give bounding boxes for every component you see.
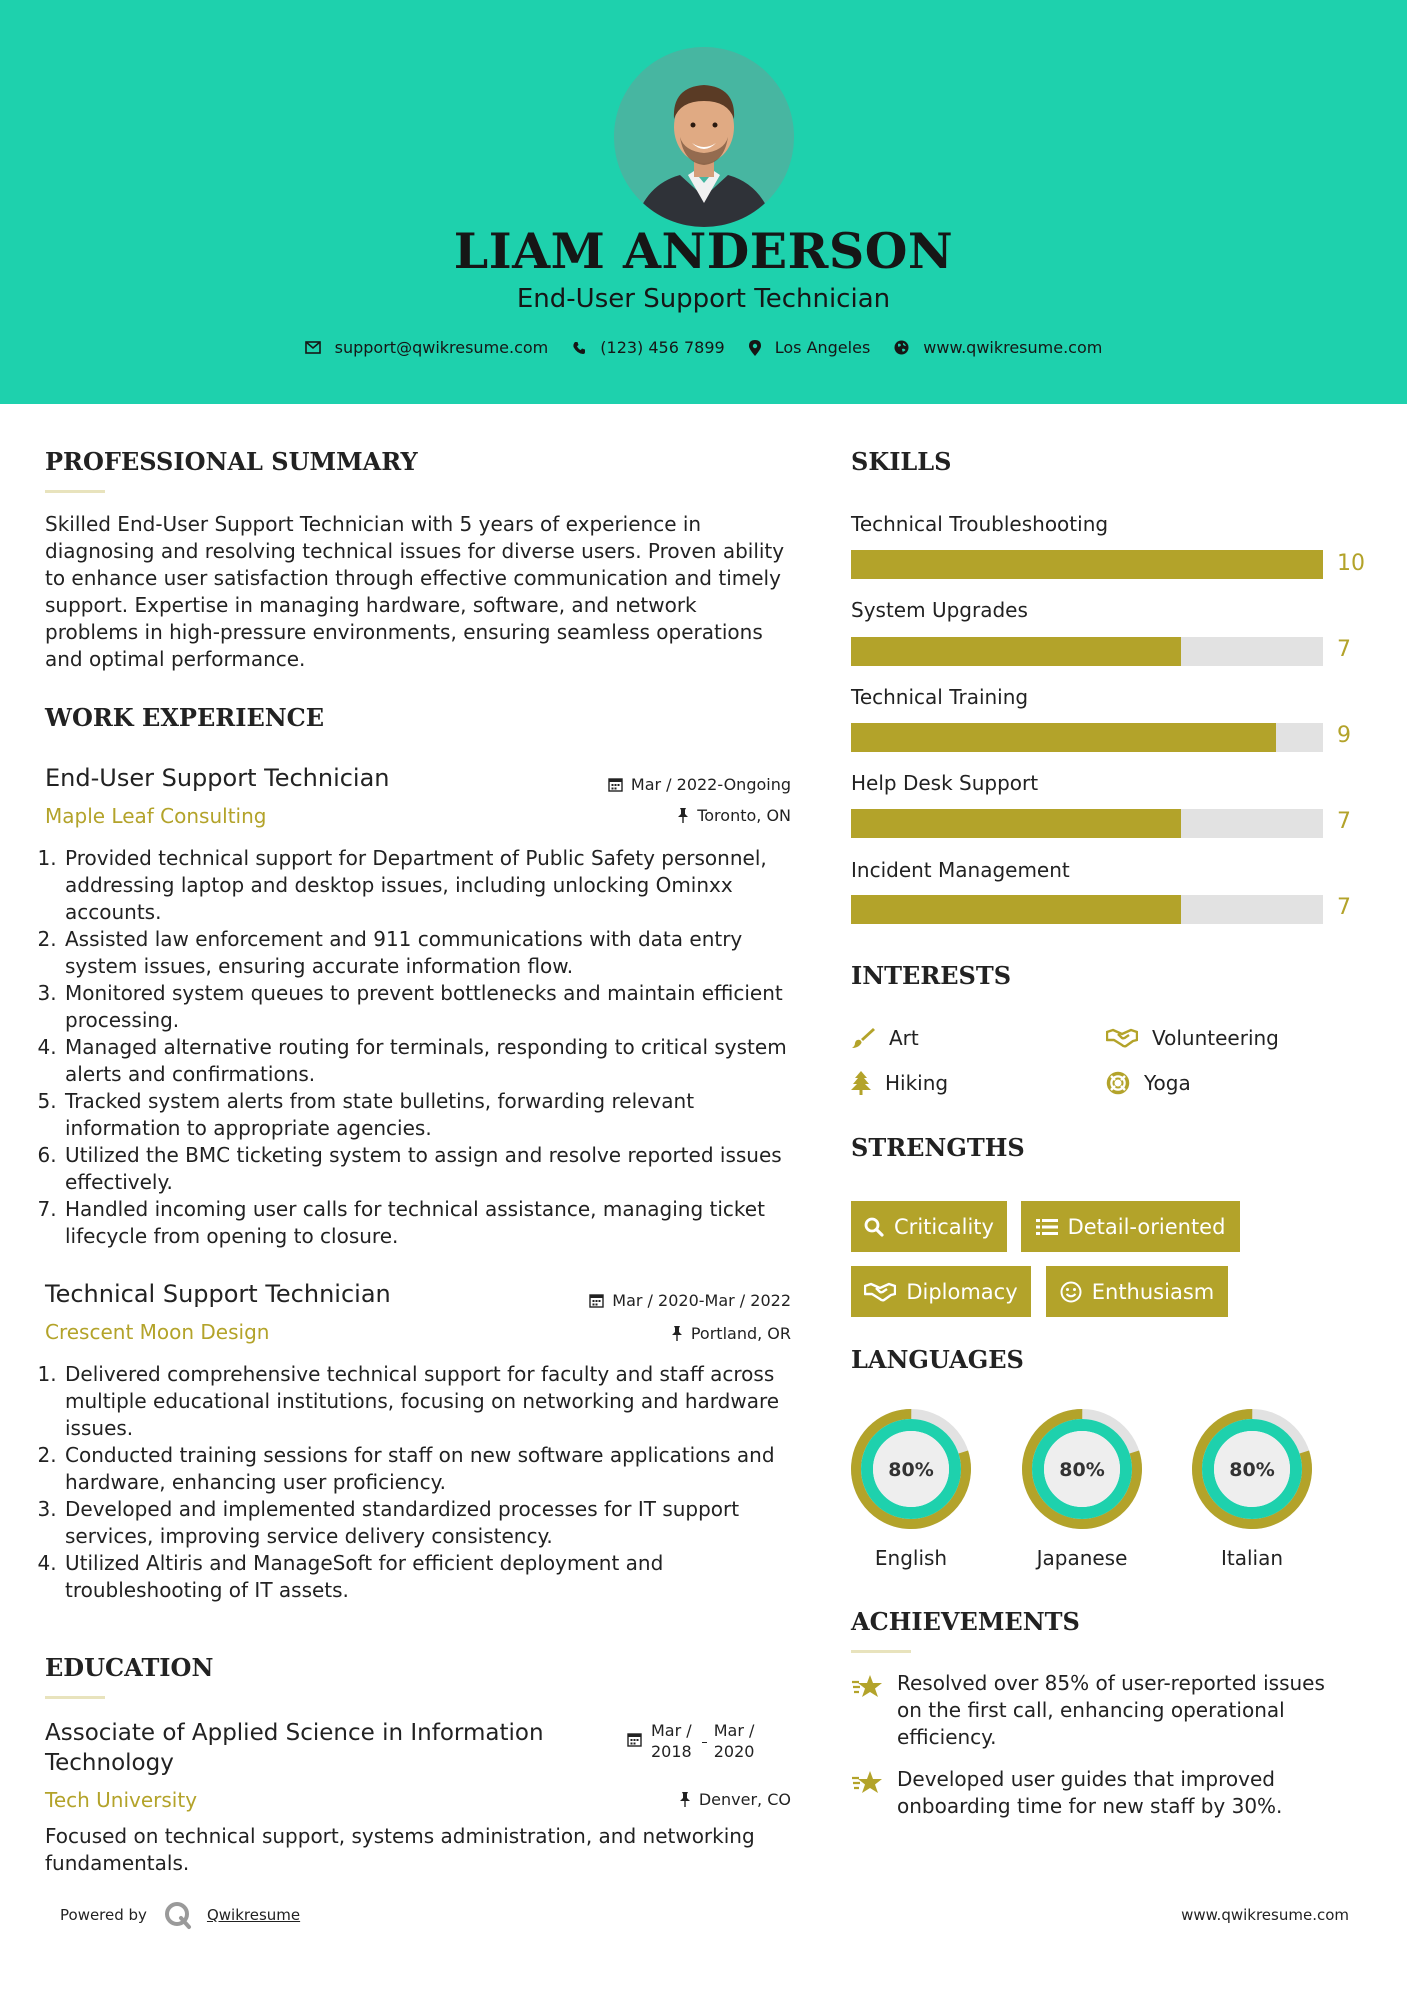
degree-line-2: Technology (45, 1750, 174, 1776)
job-company: Maple Leaf Consulting (45, 804, 267, 828)
interest-label: Yoga (1144, 1071, 1191, 1095)
language-percent: 80% (1229, 1459, 1275, 1481)
strength-tag (851, 1266, 1031, 1317)
skill-bar-fill (851, 723, 1276, 752)
star-achievement-icon (851, 1770, 883, 1796)
interest-item (1106, 1071, 1191, 1095)
contact-email[interactable] (305, 338, 549, 357)
strength-label: Detail-oriented (1067, 1214, 1226, 1239)
interests-title: INTERESTS (851, 961, 1012, 990)
skill-value: 7 (1337, 895, 1351, 920)
language-item (850, 1408, 972, 1570)
language-label: Italian (1220, 1546, 1284, 1570)
education-location-text: Denver, CO (698, 1790, 791, 1809)
skills-title: SKILLS (851, 447, 952, 476)
end-date-year: 2020 (713, 1742, 755, 1761)
website-text: www.qwikresume.com (923, 338, 1103, 357)
email-text: support@qwikresume.com (334, 338, 549, 357)
list-item: 7. Handled incoming user calls for technical assistance, managing ticket lifecycle from opening to closure. (63, 1196, 813, 1250)
skill-bar (851, 809, 1323, 838)
education-description: Focused on technical support, systems administration, and networking fundamentals. (45, 1824, 755, 1875)
interest-item (851, 1026, 919, 1050)
skill-bar (851, 723, 1323, 752)
section-divider (851, 1650, 911, 1653)
location-text: Los Angeles (774, 338, 871, 357)
language-item (1191, 1408, 1313, 1570)
list-item: 2. Assisted law enforcement and 911 communications with data entry system issues, ensuring accurate information flow. (63, 926, 813, 980)
interest-label: Hiking (885, 1071, 949, 1095)
end-date-month: Mar / (713, 1721, 755, 1740)
skill-value: 7 (1337, 809, 1351, 834)
job-location-text: Portland, OR (690, 1324, 791, 1343)
contact-website[interactable] (894, 338, 1102, 357)
education-dates (627, 1720, 754, 1762)
list-icon (1036, 1218, 1058, 1236)
job-location (560, 1324, 791, 1343)
end-date (714, 1720, 755, 1762)
skill-bar-fill (851, 895, 1181, 924)
degree-line-1: Associate of Applied Science in Information (45, 1720, 544, 1746)
achievement-text: Resolved over 85% of user-reported issues on the first call, enhancing operational efficiency. (897, 1671, 1325, 1749)
qwikresume-link[interactable]: Qwikresume (206, 1906, 301, 1924)
education-title: EDUCATION (45, 1653, 214, 1682)
strength-label: Enthusiasm (1091, 1279, 1215, 1304)
language-label: Japanese (1036, 1546, 1128, 1570)
smile-icon (1060, 1281, 1082, 1303)
skill-bar (851, 550, 1323, 579)
job-title: End-User Support Technician (45, 764, 390, 792)
job-date (520, 1291, 791, 1310)
list-item: 2. Conducted training sessions for staff on new software applications and hardware, enhancing user proficiency. (63, 1442, 823, 1496)
strength-tag (851, 1201, 1007, 1252)
list-item: 5. Tracked system alerts from state bulletins, forwarding relevant information to appropriate agencies. (63, 1088, 813, 1142)
pushpin-icon (671, 1326, 683, 1341)
skill-bar (851, 637, 1323, 666)
section-divider (45, 1696, 105, 1699)
list-item: 3. Monitored system queues to prevent bottlenecks and maintain efficient processing. (63, 980, 813, 1034)
language-percent: 80% (888, 1459, 934, 1481)
list-item: 1. Provided technical support for Department of Public Safety personnel, addressing laptop and desktop issues, including unlocking Ominxx accounts. (63, 845, 813, 926)
list-item: 1. Delivered comprehensive technical support for faculty and staff across multiple educational institutions, focusing on networking and hardware issues. (63, 1361, 823, 1442)
paintbrush-icon (851, 1027, 875, 1049)
skill-bar-fill (851, 550, 1323, 579)
strengths-title: STRENGTHS (851, 1133, 1025, 1162)
list-item: 6. Utilized the BMC ticketing system to assign and resolve reported issues effectively. (63, 1142, 813, 1196)
calendar-icon (627, 1732, 642, 1747)
languages-title: LANGUAGES (851, 1345, 1024, 1374)
contact-location (749, 338, 871, 357)
candidate-role: End-User Support Technician (516, 284, 891, 314)
skill-bar-fill (851, 809, 1181, 838)
handshake-icon (1106, 1028, 1138, 1048)
achievement-item (851, 1670, 1351, 1751)
skill-value: 9 (1337, 723, 1351, 748)
start-date-year: 2018 (651, 1742, 692, 1761)
date-separator (692, 1720, 714, 1762)
strength-label: Diplomacy (906, 1279, 1018, 1304)
footer-branding (60, 1900, 300, 1930)
skill-label: Technical Training (851, 685, 1029, 709)
search-icon (864, 1217, 884, 1237)
candidate-name: LIAM ANDERSON (453, 222, 954, 280)
experience-title: WORK EXPERIENCE (45, 703, 325, 732)
qwikresume-logo-icon (163, 1900, 193, 1930)
list-item: 4. Managed alternative routing for terminals, responding to critical system alerts and confirmations. (63, 1034, 813, 1088)
calendar-icon (589, 1293, 604, 1308)
strength-tag (1046, 1266, 1228, 1317)
star-achievement-icon (851, 1674, 883, 1700)
start-date (651, 1720, 692, 1762)
phone-icon (572, 341, 586, 355)
skill-value: 10 (1337, 551, 1365, 576)
language-ring (1021, 1408, 1143, 1530)
tree-icon (851, 1071, 871, 1095)
job-company: Crescent Moon Design (45, 1320, 270, 1344)
achievement-text: Developed user guides that improved onboarding time for new staff by 30%. (897, 1767, 1283, 1818)
education-location (560, 1790, 791, 1809)
map-pin-icon (749, 340, 761, 356)
calendar-icon (608, 777, 623, 792)
interest-item (851, 1071, 948, 1095)
language-ring (1191, 1408, 1313, 1530)
skill-label: Incident Management (851, 858, 1070, 882)
powered-by-text: Powered by (60, 1906, 147, 1924)
pushpin-icon (677, 808, 689, 823)
resume-header (0, 0, 1407, 404)
degree (45, 1718, 544, 1778)
skill-label: System Upgrades (851, 598, 1028, 622)
pushpin-icon (679, 1792, 691, 1807)
start-date-month: Mar / (651, 1721, 692, 1740)
job-bullets (35, 1361, 823, 1604)
interest-item (1106, 1026, 1279, 1050)
skill-value: 7 (1337, 637, 1351, 662)
phone-text: (123) 456 7899 (600, 338, 725, 357)
strength-tag (1021, 1201, 1240, 1252)
language-percent: 80% (1059, 1459, 1105, 1481)
skill-label: Technical Troubleshooting (851, 512, 1109, 536)
job-date-text: Mar / 2020-Mar / 2022 (612, 1291, 791, 1310)
interest-label: Volunteering (1152, 1026, 1279, 1050)
language-item (1021, 1408, 1143, 1570)
skill-bar (851, 895, 1323, 924)
strength-label: Criticality (894, 1214, 994, 1239)
list-item: 3. Developed and implemented standardized processes for IT support services, improving service delivery consistency. (63, 1496, 823, 1550)
language-label: English (874, 1546, 948, 1570)
skill-bar-fill (851, 637, 1181, 666)
contact-phone[interactable] (572, 338, 724, 357)
list-item: 4. Utilized Altiris and ManageSoft for efficient deployment and troubleshooting of IT assets. (63, 1550, 823, 1604)
job-bullets (35, 845, 813, 1250)
job-title: Technical Support Technician (45, 1280, 391, 1308)
globe-icon (894, 340, 909, 355)
footer-url[interactable]: www.qwikresume.com (1181, 1906, 1349, 1924)
contact-bar (0, 338, 1407, 357)
achievements-title: ACHIEVEMENTS (851, 1607, 1080, 1636)
lifebuoy-icon (1106, 1071, 1130, 1095)
job-location-text: Toronto, ON (697, 806, 791, 825)
envelope-icon (305, 341, 321, 354)
job-date-text: Mar / 2022-Ongoing (630, 775, 791, 794)
handshake-icon (864, 1282, 896, 1302)
achievement-item (851, 1766, 1351, 1820)
section-divider (45, 490, 105, 493)
summary-text: Skilled End-User Support Technician with 5 years of experience in diagnosing and resolving technical issues for diverse users. Proven ability to enhance user satisfaction through effective communication and timely support. Expertise in managing hardware, software, and network problems in high-pressure environments, ensuring seamless operations and optimal performance. (45, 512, 785, 671)
summary-title: PROFESSIONAL SUMMARY (45, 447, 418, 476)
skill-label: Help Desk Support (851, 771, 1039, 795)
interest-label: Art (889, 1026, 919, 1050)
job-date (560, 775, 791, 794)
profile-photo (614, 47, 794, 227)
language-ring (850, 1408, 972, 1530)
job-location (560, 806, 791, 825)
school: Tech University (45, 1788, 198, 1812)
